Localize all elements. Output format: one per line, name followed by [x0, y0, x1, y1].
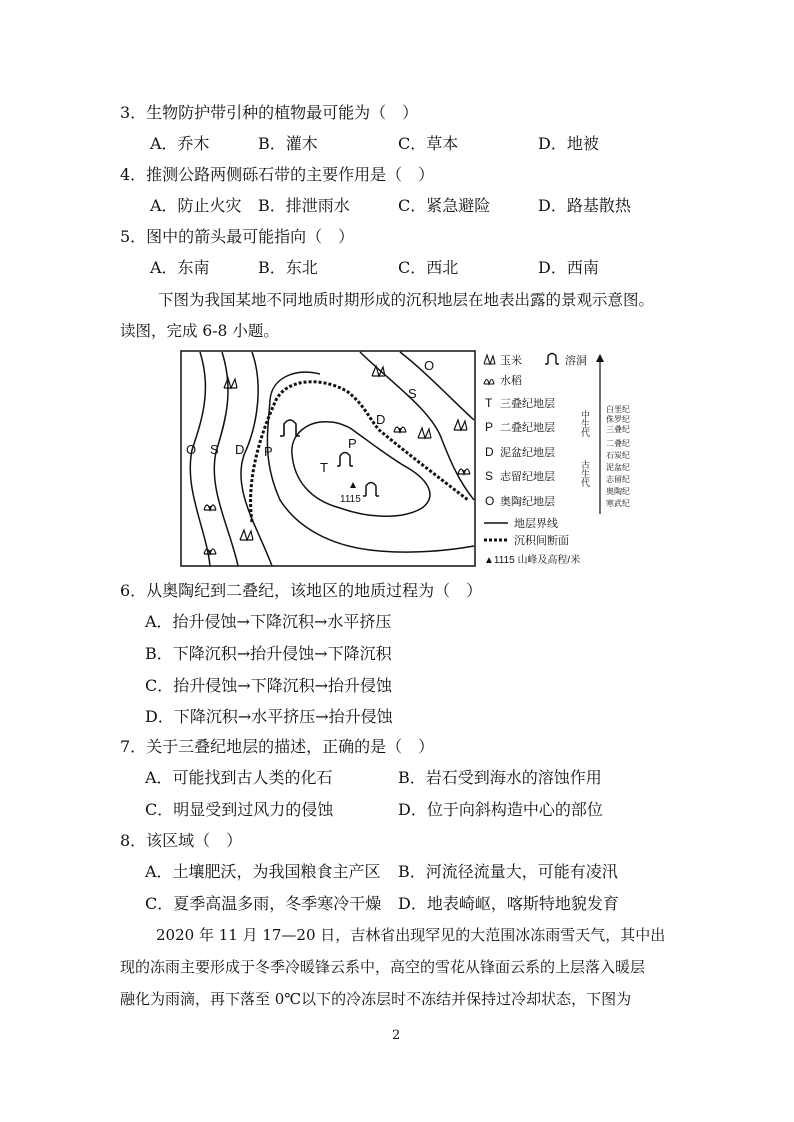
q3-option-b: B．灌木 — [258, 134, 318, 153]
corn-icon — [372, 366, 385, 376]
q8-stem: 8．该区域（ ） — [120, 831, 243, 850]
geologic-map-figure — [180, 350, 660, 568]
q5-option-a: A．东南 — [150, 258, 210, 277]
q4-option-c: C．紧急避险 — [398, 196, 491, 215]
era-paleozoic: 古生代 — [580, 460, 590, 487]
rice-icon — [204, 549, 216, 554]
map-label-o-left: O — [186, 442, 197, 457]
legend-rice-icon — [484, 380, 494, 385]
intro-line-2: 读图，完成 6-8 小题。 — [120, 322, 279, 340]
timescale-arrowhead — [596, 354, 604, 362]
q7-option-b: B．岩石受到海水的溶蚀作用 — [398, 768, 602, 787]
q3-option-c: C．草本 — [398, 134, 459, 153]
corn-icon — [454, 420, 467, 430]
period-label: 泥盆纪 — [606, 463, 630, 472]
period-label: 三叠纪 — [606, 425, 630, 434]
legend-corn: 玉米 — [500, 355, 522, 367]
q8-option-b: B．河流径流量大，可能有凌汛 — [398, 862, 618, 881]
q4-option-a: A．防止火灾 — [150, 196, 242, 215]
passage-line-2: 现的冻雨主要形成于冬季冷暖锋云系中，高空的雪花从锋面云系的上层落入暖层 — [120, 958, 646, 976]
legend — [484, 353, 630, 566]
legend-s: 志留纪地层 — [500, 471, 555, 483]
legend-rice: 水稻 — [500, 375, 522, 387]
q6-option-c: C．抬升侵蚀→下降沉积→抬升侵蚀 — [145, 676, 393, 695]
q3-option-d: D．地被 — [538, 134, 599, 153]
q7-stem: 7．关于三叠纪地层的描述，正确的是（ ） — [120, 737, 435, 756]
q6-stem: 6．从奥陶纪到二叠纪，该地区的地质过程为（ ） — [120, 581, 483, 600]
period-label: 志留纪 — [606, 475, 630, 484]
map-label-p-left: P — [264, 444, 273, 459]
q3-stem: 3．生物防护带引种的植物最可能为（ ） — [120, 103, 419, 122]
q5-stem: 5．图中的箭头最可能指向（ ） — [120, 227, 355, 246]
map-label-d-right: D — [376, 412, 386, 427]
legend-p: 二叠纪地层 — [500, 422, 555, 434]
passage-line-1: 2020 年 11 月 17—20 日，吉林省出现罕见的大范围冰冻雨雪天气，其中出 — [156, 926, 666, 944]
legend-o-symbol: O — [485, 494, 495, 508]
legend-d: 泥盆纪地层 — [500, 447, 555, 459]
q6-option-b: B．下降沉积→抬升侵蚀→下降沉积 — [145, 644, 392, 663]
q6-option-d: D．下降沉积→水平挤压→抬升侵蚀 — [145, 707, 393, 726]
corn-icon — [240, 530, 253, 540]
map-label-s-left: S — [210, 442, 219, 457]
q7-option-d: D．位于向斜构造中心的部位 — [398, 800, 603, 819]
cave-icon — [280, 420, 300, 436]
legend-peak: ▲1115 山峰及高程/米 — [484, 555, 581, 566]
q5-option-d: D．西南 — [538, 258, 599, 277]
q4-stem: 4．推测公路两侧砾石带的主要作用是（ ） — [120, 165, 435, 184]
peak-value: 1115 — [340, 494, 361, 505]
rice-icon — [204, 505, 216, 510]
q4-option-b: B．排泄雨水 — [258, 196, 350, 215]
period-label: 石炭纪 — [606, 451, 630, 460]
legend-d-symbol: D — [485, 445, 494, 459]
legend-p-symbol: P — [485, 420, 494, 434]
corn-icon — [224, 378, 237, 388]
q7-option-a: A．可能找到古人类的化石 — [145, 768, 333, 787]
q5-option-c: C．西北 — [398, 258, 459, 277]
corn-icon — [418, 428, 431, 438]
cave-icon — [337, 453, 353, 467]
map-label-t-center: T — [320, 460, 328, 475]
map-label-s-right: S — [408, 386, 417, 401]
q8-option-d: D．地表崎岖，喀斯特地貌发育 — [398, 894, 619, 913]
q7-option-c: C．明显受到过风力的侵蚀 — [145, 800, 334, 819]
rice-icon — [458, 469, 470, 474]
period-label: 奥陶纪 — [606, 487, 630, 496]
period-label: 白垩纪 — [606, 405, 630, 414]
legend-cave-icon — [545, 354, 559, 365]
legend-unconformity: 沉积间断面 — [514, 535, 569, 547]
legend-t: 三叠纪地层 — [500, 398, 555, 410]
era-mesozoic: 中生代 — [580, 410, 590, 437]
legend-s-symbol: S — [485, 469, 494, 483]
map-frame — [181, 351, 475, 566]
q6-option-a: A．抬升侵蚀→下降沉积→水平挤压 — [145, 612, 392, 631]
q4-option-d: D．路基散热 — [538, 196, 631, 215]
q8-option-a: A．土壤肥沃，为我国粮食主产区 — [145, 862, 381, 881]
q8-option-c: C．夏季高温多雨，冬季寒冷干燥 — [145, 894, 382, 913]
legend-corn-icon — [484, 355, 495, 364]
period-label: 二叠纪 — [606, 439, 630, 448]
map-label-p-center: P — [348, 436, 357, 451]
period-label: 侏罗纪 — [606, 415, 630, 424]
q3-option-a: A．乔木 — [150, 134, 210, 153]
legend-t-symbol: T — [485, 396, 493, 410]
legend-cave: 溶洞 — [565, 355, 587, 367]
cave-icon — [363, 483, 379, 497]
period-label: 寒武纪 — [606, 499, 630, 508]
legend-o: 奥陶纪地层 — [500, 496, 555, 508]
rice-icon — [394, 427, 406, 432]
peak-icon — [350, 482, 356, 488]
map-label-o-right: O — [424, 358, 435, 373]
passage-line-3: 融化为雨滴，再下落至 0℃以下的冷冻层时不冻结并保持过冷却状态，下图为 — [120, 990, 632, 1008]
intro-line-1: 下图为我国某地不同地质时期形成的沉积地层在地表出露的景观示意图。 — [158, 291, 655, 309]
legend-boundary: 地层界线 — [514, 518, 558, 530]
map-label-d-left: D — [235, 442, 245, 457]
page-number: 2 — [392, 1028, 401, 1043]
q5-option-b: B．东北 — [258, 258, 318, 277]
